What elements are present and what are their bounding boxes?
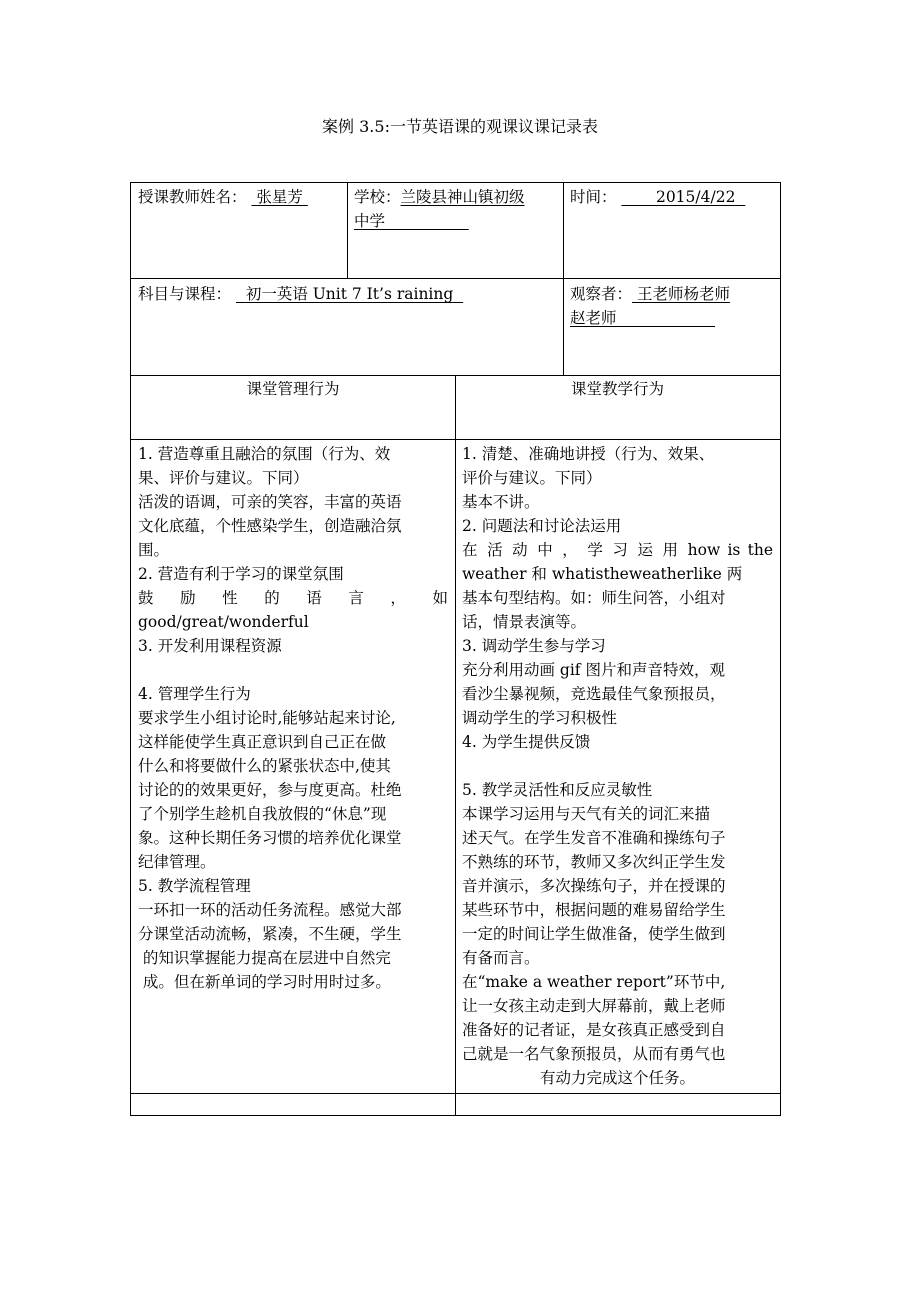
teacher-name: 张星芳 <box>256 188 303 206</box>
teaching-line: 音并演示，多次操练句子，并在授课的 <box>462 877 726 895</box>
teacher-label: 授课教师姓名： <box>138 188 247 206</box>
management-line: 活泼的语调，可亲的笑容，丰富的英语 <box>138 493 402 511</box>
teaching-line: 4. 为学生提供反馈 <box>462 733 591 751</box>
management-line: 纪律管理。 <box>138 853 216 871</box>
teaching-line: weather 和 whatistheweatherlike 两 <box>462 565 743 583</box>
empty-cell-right <box>455 1093 780 1115</box>
observer-line1: 王老师杨老师 <box>636 285 730 303</box>
time-label: 时间： <box>570 188 617 206</box>
teaching-line: 3. 调动学生参与学习 <box>462 637 606 655</box>
school-name-line2: 中学 <box>354 212 386 230</box>
teaching-line: 基本不讲。 <box>462 493 540 511</box>
management-line: 要求学生小组讨论时,能够站起来讨论, <box>138 709 396 727</box>
empty-cell-left <box>131 1093 455 1115</box>
management-line: 什么和将要做什么的紧张状态中,使其 <box>138 757 391 775</box>
management-line: 1. 营造尊重且融洽的氛围（行为、效 <box>138 445 391 463</box>
management-line: 围。 <box>138 541 170 559</box>
teaching-line: 不熟练的环节，教师又多次纠正学生发 <box>462 853 726 871</box>
teaching-line: 话，情景表演等。 <box>462 613 587 631</box>
teaching-line: 评价与建议。下同） <box>462 469 602 487</box>
management-line: 鼓 励 性 的 语 言 ， 如 <box>138 589 448 607</box>
management-line: 果、评价与建议。下同） <box>138 469 309 487</box>
teaching-line: 一定的时间让学生做准备，使学生做到 <box>462 925 726 943</box>
teaching-line: 1. 清楚、准确地讲授（行为、效果、 <box>462 445 715 463</box>
teaching-line: 看沙尘暴视频，竞选最佳气象预报员， <box>462 685 726 703</box>
teaching-line: 调动学生的学习积极性 <box>462 709 618 727</box>
management-line: 2. 营造有利于学习的课堂氛围 <box>138 565 344 583</box>
page-title: 案例 3.5:一节英语课的观课议课记录表 <box>322 117 598 136</box>
management-line: 象。这种长期任务习惯的培养优化课堂 <box>138 829 402 847</box>
subject-value: 初一英语 Unit 7 It’s raining <box>245 285 454 303</box>
teaching-line: 5. 教学灵活性和反应灵敏性 <box>462 781 653 799</box>
observer-line2: 赵老师 <box>570 309 617 327</box>
management-line <box>138 658 448 682</box>
teaching-line: 己就是一名气象预报员，从而有勇气也 <box>462 1045 726 1063</box>
management-line: 一环扣一环的活动任务流程。感觉大部 <box>138 901 402 919</box>
subject-cell <box>131 278 563 375</box>
management-line: 的知识掌握能力提高在层进中自然完 <box>138 949 391 967</box>
management-column-header: 课堂管理行为 <box>246 380 340 398</box>
observer-cell <box>563 278 780 375</box>
teaching-line: 有备而言。 <box>462 949 540 967</box>
teaching-line: 让一女孩主动走到大屏幕前，戴上老师 <box>462 997 726 1015</box>
teaching-line: 有动力完成这个任务。 <box>539 1069 695 1087</box>
management-line: 5. 教学流程管理 <box>138 877 251 895</box>
teaching-line: 充分利用动画 gif 图片和声音特效，观 <box>462 661 725 679</box>
management-line: 3. 开发利用课程资源 <box>138 637 282 655</box>
observer-label: 观察者： <box>570 285 633 303</box>
management-line: 分课堂活动流畅，紧凑，不生硬，学生 <box>138 925 402 943</box>
teaching-line: 2. 问题法和讨论法运用 <box>462 517 622 535</box>
teaching-line: 述天气。在学生发音不准确和操练句子 <box>462 829 726 847</box>
management-line: 这样能使学生真正意识到自己正在做 <box>138 733 387 751</box>
teaching-line: 在 活 动 中 ， 学 习 运 用 how is the <box>462 541 773 559</box>
management-line: 了个别学生趁机自我放假的“休息”现 <box>138 805 387 823</box>
time-cell <box>563 183 780 278</box>
management-line: 4. 管理学生行为 <box>138 685 251 703</box>
management-line: 文化底蕴，个性感染学生，创造融洽氛 <box>138 517 402 535</box>
teaching-column-header: 课堂教学行为 <box>570 380 664 398</box>
teaching-line: 准备好的记者证，是女孩真正感受到自 <box>462 1021 726 1039</box>
teaching-content <box>455 439 780 1093</box>
management-line: good/great/wonderful <box>138 613 309 631</box>
teaching-line: 在“make a weather report”环节中, <box>462 973 726 991</box>
teaching-line: 本课学习运用与天气有关的词汇来描 <box>462 805 711 823</box>
teaching-line: 某些环节中，根据问题的难易留给学生 <box>462 901 726 919</box>
school-cell <box>347 183 563 278</box>
management-line: 讨论的的效果更好，参与度更高。杜绝 <box>138 781 402 799</box>
school-name-line1: 兰陵县神山镇初级 <box>400 188 525 206</box>
observation-table <box>130 182 781 1116</box>
subject-label: 科目与课程： <box>138 285 232 303</box>
teacher-cell <box>131 183 347 278</box>
teaching-line <box>462 754 773 778</box>
school-label: 学校： <box>354 188 401 206</box>
management-content <box>131 439 455 1093</box>
time-value: 2015/4/22 <box>655 188 736 206</box>
teaching-line: 基本句型结构。如：师生问答，小组对 <box>462 589 726 607</box>
management-line: 成。但在新单词的学习时用时过多。 <box>138 973 391 991</box>
